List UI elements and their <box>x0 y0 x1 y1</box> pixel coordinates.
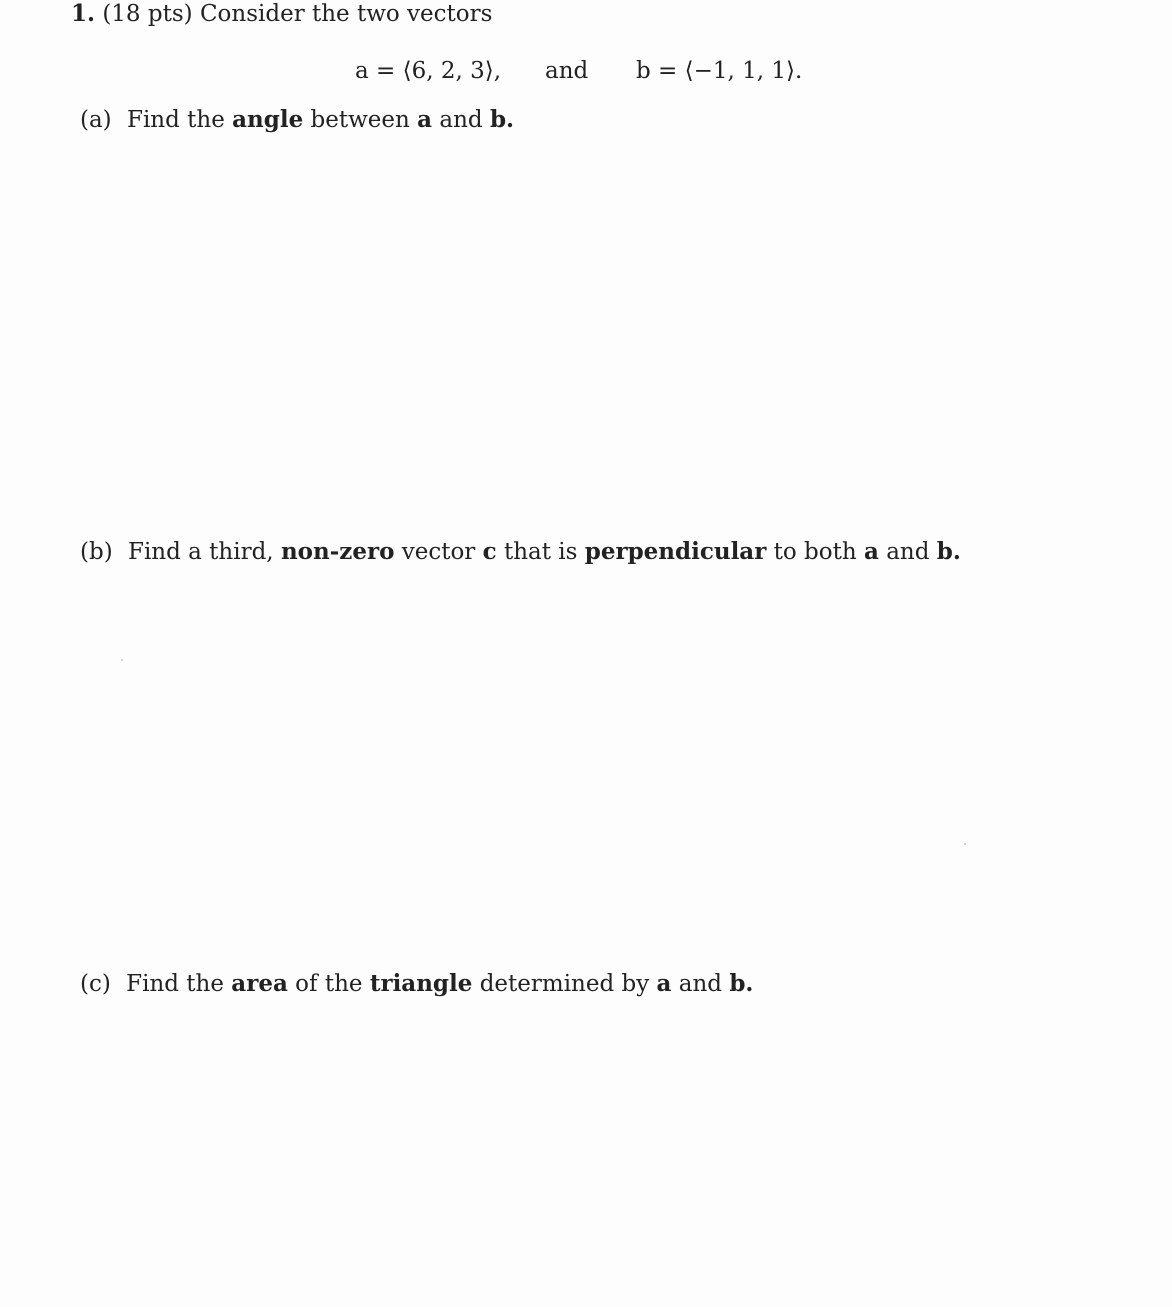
part-c-label: (c) <box>80 971 111 997</box>
problem-number: 1. <box>71 0 96 27</box>
part-c-text: Find the <box>126 971 224 997</box>
part-b-text: Find a third, <box>127 539 274 565</box>
problem-points: (18 pts) <box>102 1 193 27</box>
vector-a-label: a <box>355 58 369 84</box>
part-a-vector-a: a <box>417 106 433 133</box>
part-b-text: and <box>886 539 930 565</box>
part-c-vector-b: b. <box>729 970 754 997</box>
part-c-text: and <box>678 971 723 997</box>
part-a-question <box>80 106 514 133</box>
part-c-text: of the <box>295 971 363 997</box>
part-b-text: vector <box>401 539 476 565</box>
part-a-text: Find the <box>126 107 225 133</box>
part-c-keyword-triangle: triangle <box>369 970 473 997</box>
part-b-question <box>80 538 961 565</box>
part-b-label: (b) <box>80 539 113 565</box>
problem-header <box>71 0 492 28</box>
vector-connector: and <box>545 58 589 84</box>
part-b-vector-b: b. <box>936 538 961 565</box>
vector-b-definition <box>636 58 802 84</box>
part-b-text: to both <box>773 539 857 565</box>
part-c-vector-a: a <box>656 970 672 997</box>
part-a-text: and <box>439 107 483 133</box>
part-b-keyword-perpendicular: perpendicular <box>584 538 767 565</box>
vector-a-definition <box>355 58 501 84</box>
vector-b-label: b <box>636 58 651 84</box>
part-c-keyword-area: area <box>231 970 288 997</box>
part-a-label: (a) <box>80 107 112 133</box>
problem-intro: Consider the two vectors <box>199 1 493 27</box>
part-a-text: between <box>310 107 410 133</box>
scan-speck <box>964 843 966 845</box>
part-b-vector-a: a <box>863 538 879 565</box>
vector-definitions <box>0 58 1172 90</box>
scan-speck <box>121 659 123 661</box>
part-c-question <box>80 970 753 997</box>
part-b-keyword-non-zero: non-zero <box>280 538 395 565</box>
part-b-vector-c: c <box>482 538 497 565</box>
part-a-keyword-angle: angle <box>232 106 304 133</box>
part-c-text: determined by <box>479 971 650 997</box>
vector-b-value: = ⟨−1, 1, 1⟩. <box>658 58 803 84</box>
part-a-vector-b: b. <box>489 106 515 133</box>
part-b-text: that is <box>503 539 578 565</box>
vector-a-value: = ⟨6, 2, 3⟩, <box>376 58 502 84</box>
